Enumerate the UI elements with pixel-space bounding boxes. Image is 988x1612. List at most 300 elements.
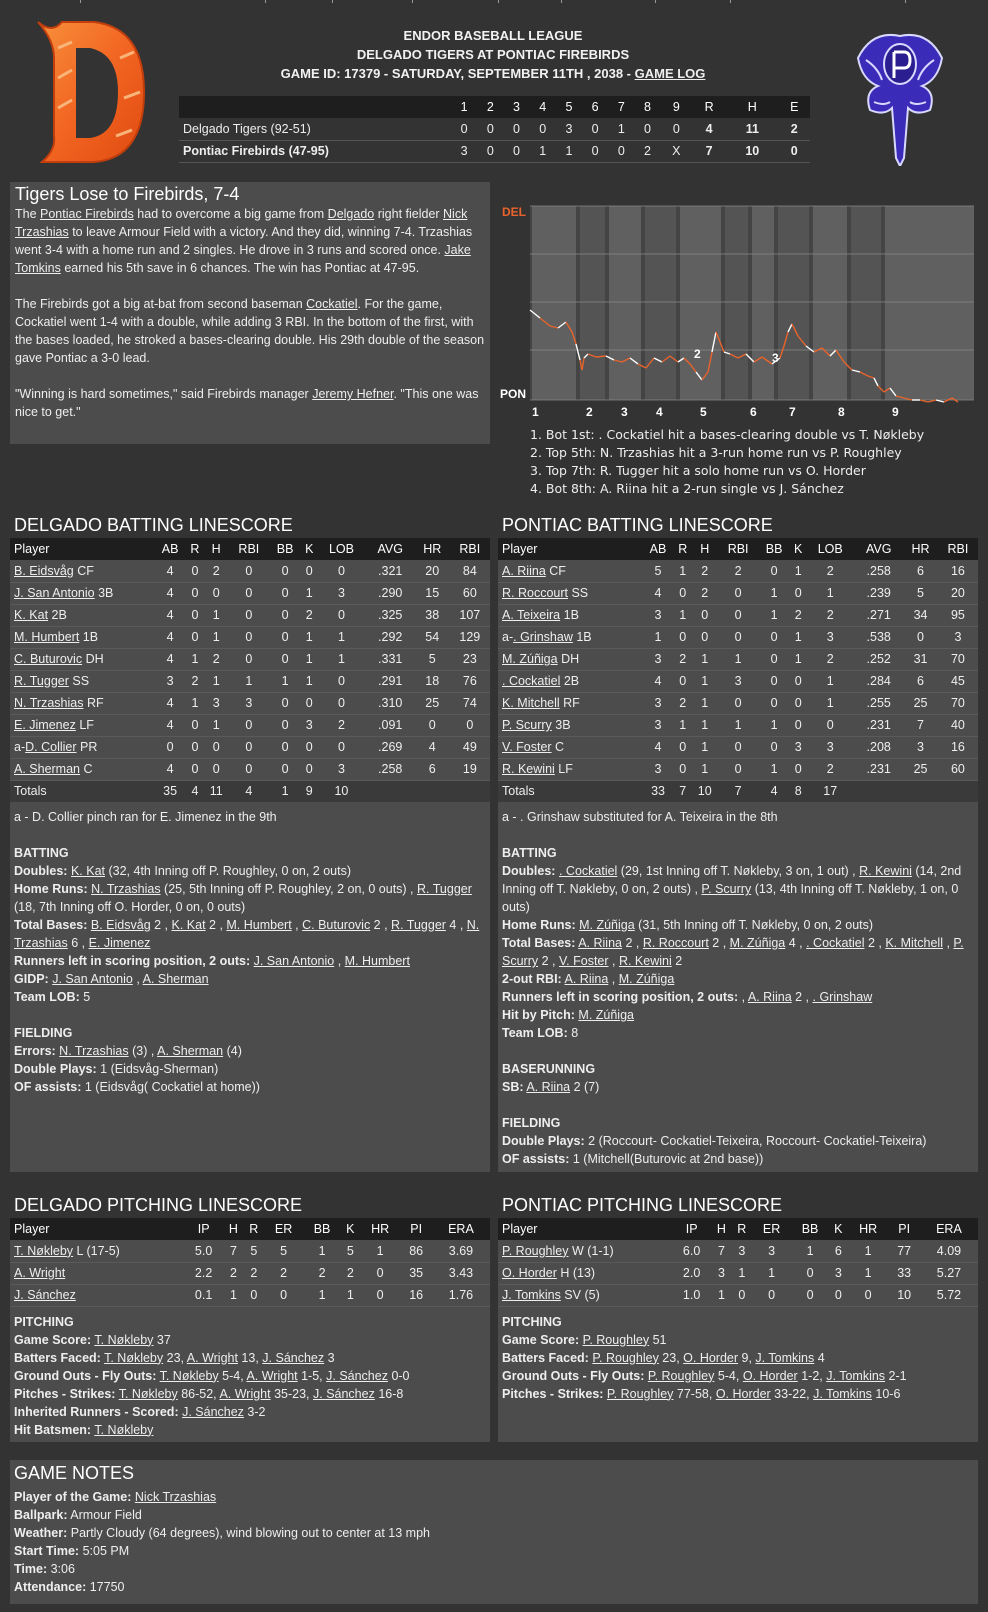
stat-cell: 3 xyxy=(642,648,674,670)
stat-cell: 16 xyxy=(400,1284,431,1306)
stat-cell: 1 xyxy=(642,626,674,648)
stat-cell: 16 xyxy=(938,736,978,758)
player-row xyxy=(498,758,978,780)
player-cell xyxy=(10,692,154,714)
player-link[interactable]: A. Riina xyxy=(526,1080,571,1094)
player-link[interactable]: J. Sánchez xyxy=(182,1404,244,1419)
sub-prefix: a- xyxy=(14,740,26,754)
player-link[interactable]: R. Tugger xyxy=(391,918,446,932)
text-span: 1 (Eidsvåg-Sherman) xyxy=(100,1062,219,1076)
player-link[interactable]: A. Wright xyxy=(219,1386,271,1401)
linescore-cell: 4 xyxy=(692,118,726,140)
stat-cell: 0 xyxy=(269,626,301,648)
player-link[interactable]: R. Kewini xyxy=(618,954,672,968)
stat-cell: 4 xyxy=(154,626,186,648)
stats-header-cell: BB xyxy=(303,1218,341,1240)
totals-cell: 7 xyxy=(674,780,691,802)
stats-header-cell: K xyxy=(829,1218,848,1240)
recap-headline: Tigers Lose to Firebirds, 7-4 xyxy=(15,184,240,204)
linescore-cell: 0 xyxy=(779,140,811,162)
player-cell xyxy=(498,714,642,736)
stat-cell: 0 xyxy=(186,758,203,780)
player-link[interactable]: B. Eidsvåg xyxy=(14,563,74,578)
text-span: 1 (Mitchell(Buturovic at 2nd base)) xyxy=(572,1152,764,1166)
stat-cell: .231 xyxy=(854,758,903,780)
note-key: Pitches - Strikes: xyxy=(502,1386,604,1401)
stat-cell: 1 xyxy=(674,560,691,582)
note-line xyxy=(502,1150,974,1168)
text-span: 2 (Roccourt- Cockatiel-Teixeira, Roccourt- Cockatiel-Teixeira) xyxy=(588,1134,927,1148)
stat-cell: 1 xyxy=(229,670,269,692)
player-link[interactable]: P. Scurry xyxy=(502,936,964,968)
linescore-header-cell: E xyxy=(779,96,811,118)
notes-heading: PITCHING xyxy=(14,1314,74,1329)
stat-cell: 0 xyxy=(790,758,806,780)
player-link[interactable]: V. Foster xyxy=(558,954,609,968)
stat-cell: 0 xyxy=(718,582,758,604)
stats-header-cell: R xyxy=(732,1218,752,1240)
player-link[interactable]: A. Riina xyxy=(578,936,622,950)
stats-header-cell: BB xyxy=(758,538,790,560)
player-row xyxy=(10,692,490,714)
stat-cell: 2 xyxy=(223,1262,243,1284)
linescore-header-cell: H xyxy=(726,96,778,118)
linescore-cell: 0 xyxy=(634,118,660,140)
stat-cell: 1 xyxy=(674,714,691,736)
note-line xyxy=(502,970,974,988)
stat-cell: 5 xyxy=(264,1240,303,1262)
linescore-cell: 7 xyxy=(692,140,726,162)
player-row xyxy=(498,692,978,714)
text-span: 17750 xyxy=(89,1580,125,1594)
stat-cell: 3 xyxy=(790,736,806,758)
stat-cell: 25 xyxy=(903,692,938,714)
stat-cell: 1 xyxy=(848,1262,889,1284)
player-link[interactable]: A. Wright xyxy=(186,1350,238,1365)
stat-cell: 2 xyxy=(674,648,691,670)
player-link[interactable]: M. Zúñiga xyxy=(502,652,558,666)
stat-cell: 40 xyxy=(938,714,978,736)
stat-cell: 107 xyxy=(450,604,490,626)
stat-cell: 0 xyxy=(204,758,229,780)
stat-cell: 0 xyxy=(415,714,450,736)
stats-table xyxy=(498,538,978,802)
player-link[interactable]: D. Collier xyxy=(25,740,77,754)
player-link[interactable]: J. Tomkins xyxy=(813,1386,872,1401)
stat-cell: .252 xyxy=(854,648,903,670)
player-link[interactable]: M. Humbert xyxy=(226,918,292,932)
player-link[interactable]: K. Kat xyxy=(70,864,106,878)
win-probability-chart xyxy=(496,182,978,500)
player-link[interactable]: Jake Tomkins xyxy=(15,243,471,275)
stat-cell: 3 xyxy=(204,692,229,714)
player-row xyxy=(10,1240,490,1262)
text-span: 2 (7) xyxy=(570,1080,600,1094)
sub-prefix: a- xyxy=(502,630,514,644)
player-link[interactable]: K. Mitchell xyxy=(885,936,943,950)
stat-cell: 0 xyxy=(269,736,301,758)
player-link[interactable]: . Grinshaw xyxy=(513,630,573,644)
player-link[interactable]: C. Buturovic xyxy=(14,652,83,666)
stats-header-cell: PI xyxy=(888,1218,919,1240)
text-span: (29, 1st Inning off T. Nøkleby, 3 on, 1 out) , xyxy=(617,864,860,878)
player-cell xyxy=(10,1262,184,1284)
player-link[interactable]: O. Horder xyxy=(715,1386,771,1401)
text-span: 2 , xyxy=(708,936,730,950)
player-position: LF xyxy=(75,718,94,732)
player-link[interactable]: O. Horder xyxy=(683,1350,739,1365)
linescore-header-cell: 9 xyxy=(661,96,692,118)
player-link[interactable]: A. Teixeira xyxy=(502,608,561,622)
player-link[interactable]: P. Roughley xyxy=(592,1350,659,1365)
stat-cell: .258 xyxy=(854,560,903,582)
stat-cell: 3 xyxy=(317,582,365,604)
player-link[interactable]: J. Sánchez xyxy=(14,1288,76,1302)
stat-cell: 77 xyxy=(888,1240,919,1262)
inning-band xyxy=(725,206,748,400)
footnote: a - D. Collier pinch ran for E. Jimenez in the 9th xyxy=(14,810,277,824)
player-link[interactable]: R. Kewini xyxy=(859,864,912,878)
player-cell xyxy=(498,626,642,648)
text-span: 2 xyxy=(671,954,683,968)
player-link[interactable]: N. Trzashias xyxy=(14,918,480,950)
player-link[interactable]: N. Trzashias xyxy=(59,1044,129,1058)
note-line xyxy=(14,1060,486,1078)
stat-cell: 6 xyxy=(903,670,938,692)
stat-cell: 5 xyxy=(642,560,674,582)
player-link[interactable]: J. Sánchez xyxy=(326,1368,388,1383)
note-key: Inherited Runners - Scored: xyxy=(14,1404,179,1419)
player-link[interactable]: C. Buturovic xyxy=(302,918,371,932)
stat-cell: 3 xyxy=(806,736,854,758)
stats-header-cell: K xyxy=(790,538,806,560)
player-cell xyxy=(10,582,154,604)
linescore-header-row xyxy=(179,96,810,118)
delgado-batting-section xyxy=(10,512,490,1172)
stat-cell: 54 xyxy=(415,626,450,648)
player-link[interactable]: Nick Trzashias xyxy=(15,207,468,239)
stat-cell: 1 xyxy=(301,626,317,648)
player-link[interactable]: K. Mitchell xyxy=(502,696,560,710)
player-link[interactable]: . Cockatiel xyxy=(558,864,618,878)
stat-cell: 1 xyxy=(691,714,718,736)
stat-cell: .291 xyxy=(366,670,415,692)
player-cell xyxy=(10,670,154,692)
note-line xyxy=(502,934,974,970)
player-link[interactable]: A. Riina xyxy=(747,990,792,1004)
totals-cell xyxy=(415,780,450,802)
text-span: The xyxy=(15,207,41,221)
linescore-header-cell: 1 xyxy=(451,96,477,118)
player-link[interactable]: J. San Antonio xyxy=(14,586,95,600)
player-link[interactable]: . Cockatiel xyxy=(502,674,561,688)
note-line xyxy=(502,988,974,1006)
stat-cell: 0 xyxy=(229,758,269,780)
player-link[interactable]: E. Jimenez xyxy=(14,718,76,732)
firebirds-logo xyxy=(852,18,948,166)
player-link[interactable]: P. Roughley xyxy=(606,1386,674,1401)
pon-label: PON xyxy=(500,387,527,401)
text-span: right fielder xyxy=(374,207,444,221)
player-link[interactable]: T. Nøkleby xyxy=(94,1332,154,1347)
note-line xyxy=(14,1331,486,1349)
player-link[interactable]: J. Sánchez xyxy=(262,1350,325,1365)
stat-cell: 7 xyxy=(223,1240,243,1262)
stats-header-cell: H xyxy=(711,1218,731,1240)
player-link[interactable]: J. Tomkins xyxy=(755,1350,815,1365)
section-title: PONTIAC BATTING LINESCORE xyxy=(498,512,978,538)
linescore-cell: Pontiac Firebirds (47-95) xyxy=(179,140,451,162)
player-link[interactable]: T. Nøkleby xyxy=(94,1422,154,1437)
player-link[interactable]: T. Nøkleby xyxy=(159,1368,219,1383)
player-link[interactable]: K. Kat xyxy=(14,608,49,622)
stats-header-cell: R xyxy=(244,1218,264,1240)
player-link[interactable]: P. Roughley xyxy=(582,1332,650,1347)
stat-cell: 5 xyxy=(244,1240,264,1262)
linescore-cell: Delgado Tigers (92-51) xyxy=(179,118,451,140)
player-link[interactable]: R. Kewini xyxy=(502,762,555,776)
note-line xyxy=(14,1578,974,1596)
player-link[interactable]: J. San Antonio xyxy=(52,972,133,986)
player-link[interactable]: T. Nøkleby xyxy=(118,1386,178,1401)
player-cell xyxy=(498,758,642,780)
player-row xyxy=(498,582,978,604)
stat-cell: 0 xyxy=(718,736,758,758)
player-link[interactable]: J. San Antonio xyxy=(253,954,335,968)
text-span: 4 , xyxy=(445,918,467,932)
win-prob-note: 3. Top 7th: R. Tugger hit a solo home run vs O. Horder xyxy=(530,463,866,478)
stats-header-cell: RBI xyxy=(450,538,490,560)
player-link[interactable]: R. Tugger xyxy=(417,882,472,896)
note-key: Home Runs: xyxy=(502,918,576,932)
player-link[interactable]: T. Nøkleby xyxy=(104,1350,164,1365)
stat-cell: 0 xyxy=(791,1262,829,1284)
totals-cell: 10 xyxy=(691,780,718,802)
linescore-cell: 2 xyxy=(634,140,660,162)
stat-cell: 3 xyxy=(752,1240,791,1262)
player-link[interactable]: P. Roughley xyxy=(502,1243,569,1258)
player-link[interactable]: O. Horder xyxy=(502,1266,557,1280)
player-link[interactable]: A. Sherman xyxy=(14,762,81,776)
stat-cell: 4 xyxy=(154,604,186,626)
player-link[interactable]: M. Zúñiga xyxy=(618,972,675,986)
player-cell xyxy=(498,604,642,626)
stat-cell: 2 xyxy=(341,1262,360,1284)
player-link[interactable]: M. Zúñiga xyxy=(729,936,786,950)
player-link[interactable]: K. Kat xyxy=(171,918,206,932)
note-key: Runners left in scoring position, 2 outs: xyxy=(14,954,251,968)
stat-cell: 31 xyxy=(903,648,938,670)
player-link[interactable]: A. Wright xyxy=(14,1266,66,1280)
text-span: 33-22, xyxy=(770,1386,814,1401)
player-link[interactable]: Nick Trzashias xyxy=(134,1490,217,1504)
stat-cell: .231 xyxy=(854,714,903,736)
text-span: 2 , xyxy=(791,990,813,1004)
stats-header-cell: IP xyxy=(184,1218,223,1240)
player-link[interactable]: P. Roughley xyxy=(647,1368,715,1383)
stat-cell: 3 xyxy=(154,670,186,692)
note-key: Double Plays: xyxy=(14,1062,97,1076)
player-position: 1B xyxy=(79,630,99,644)
note-line xyxy=(502,1367,974,1385)
text-span: 8 xyxy=(571,1026,579,1040)
player-link[interactable]: A. Sherman xyxy=(142,972,209,986)
note-key: 2-out RBI: xyxy=(502,972,562,986)
player-link[interactable]: R. Roccourt xyxy=(642,936,709,950)
player-link[interactable]: R. Roccourt xyxy=(502,586,568,600)
stats-header-cell: LOB xyxy=(317,538,365,560)
stat-cell: 7 xyxy=(903,714,938,736)
player-link[interactable]: T. Nøkleby xyxy=(14,1243,74,1258)
stats-header-cell: H xyxy=(223,1218,243,1240)
notes-heading: FIELDING xyxy=(502,1116,561,1130)
player-link[interactable]: A. Riina xyxy=(502,563,546,578)
stat-cell: 0 xyxy=(269,560,301,582)
stat-cell: 3 xyxy=(642,604,674,626)
stats-header-cell: IP xyxy=(672,1218,711,1240)
player-link[interactable]: J. Tomkins xyxy=(502,1288,561,1302)
event-marker: 3 xyxy=(772,351,779,365)
player-link[interactable]: Delgado xyxy=(327,207,375,221)
player-link[interactable]: Jeremy Hefner xyxy=(312,387,394,401)
linescore-cell: 0 xyxy=(503,118,529,140)
player-row xyxy=(10,758,490,780)
player-link[interactable]: B. Eidsvåg xyxy=(90,918,151,932)
player-link[interactable]: E. Jimenez xyxy=(88,936,151,950)
player-link[interactable]: A. Wright xyxy=(246,1368,298,1383)
note-line xyxy=(502,1349,974,1367)
text-span: 16-8 xyxy=(374,1386,404,1401)
player-link[interactable]: M. Humbert xyxy=(344,954,410,968)
player-link[interactable]: N. Trzashias xyxy=(14,696,84,710)
stat-cell: 2 xyxy=(186,670,203,692)
note-line xyxy=(14,862,486,880)
player-link[interactable]: P. Scurry xyxy=(701,882,752,896)
note-line xyxy=(14,880,486,916)
note-key: GIDP: xyxy=(14,972,49,986)
stat-cell: 0 xyxy=(674,736,691,758)
player-link[interactable]: M. Zúñiga xyxy=(578,1008,634,1022)
note-key: OF assists: xyxy=(14,1080,82,1094)
text-span: 1-5, xyxy=(297,1368,327,1383)
linescore-cell: 0 xyxy=(582,140,608,162)
text-span: 2 , xyxy=(370,918,392,932)
player-link[interactable]: M. Zúñiga xyxy=(579,918,635,932)
stat-cell: 1 xyxy=(317,648,365,670)
stat-cell: .091 xyxy=(366,714,415,736)
stat-cell: 2 xyxy=(204,560,229,582)
stat-cell: 4 xyxy=(154,582,186,604)
stat-cell: 3.43 xyxy=(432,1262,490,1284)
player-link[interactable]: J. Tomkins xyxy=(826,1368,886,1383)
stat-cell: 2 xyxy=(317,714,365,736)
player-link[interactable]: . Cockatiel xyxy=(806,936,865,950)
stat-cell: 1 xyxy=(732,1262,752,1284)
linescore-table xyxy=(179,96,810,163)
player-link[interactable]: N. Trzashias xyxy=(91,882,161,896)
text-span: , xyxy=(942,936,954,950)
player-link[interactable]: Cockatiel xyxy=(306,297,358,311)
stat-cell: 1 xyxy=(718,714,758,736)
matchup-title: DELGADO TIGERS AT PONTIAC FIREBIRDS xyxy=(356,47,630,62)
note-key: Start Time: xyxy=(14,1544,80,1558)
stats-header-cell: Player xyxy=(10,1218,184,1240)
note-line xyxy=(14,1560,974,1578)
player-link[interactable]: O. Horder xyxy=(742,1368,798,1383)
text-span: 9, xyxy=(738,1350,756,1365)
player-row xyxy=(498,604,978,626)
player-link[interactable]: V. Foster xyxy=(502,740,552,754)
text-span: 3 xyxy=(324,1350,335,1365)
stat-cell: 0 xyxy=(229,560,269,582)
linescore-cell: 1 xyxy=(530,140,556,162)
inning-label: 5 xyxy=(700,405,707,419)
stat-cell: 0 xyxy=(360,1284,401,1306)
text-span: (3) , xyxy=(128,1044,158,1058)
note-key: Batters Faced: xyxy=(14,1350,101,1365)
stat-cell: 0 xyxy=(186,736,203,758)
stat-cell: 1 xyxy=(223,1284,243,1306)
inning-band xyxy=(580,206,605,400)
player-link[interactable]: A. Sherman xyxy=(157,1044,224,1058)
stat-cell: 0 xyxy=(758,692,790,714)
player-link[interactable]: J. Sánchez xyxy=(313,1386,375,1401)
linescore-cell: 1 xyxy=(556,140,582,162)
text-span: (32, 4th Inning off P. Roughley, 0 on, 2 outs) xyxy=(105,864,352,878)
stat-cell: 4 xyxy=(642,736,674,758)
stat-cell: 70 xyxy=(938,692,978,714)
win-probability-notes xyxy=(530,426,924,498)
player-link[interactable]: M. Humbert xyxy=(14,630,80,644)
stat-cell: 1 xyxy=(790,560,806,582)
stat-cell: 1 xyxy=(691,670,718,692)
stats-header-cell: AVG xyxy=(854,538,903,560)
text-span: 2 , xyxy=(621,936,643,950)
inning-label: 9 xyxy=(892,405,899,419)
stats-header-cell: K xyxy=(301,538,317,560)
player-link[interactable]: P. Scurry xyxy=(502,718,552,732)
stat-cell: 5.72 xyxy=(920,1284,978,1306)
text-span: 2-1 xyxy=(885,1368,907,1383)
recap-paragraph xyxy=(15,295,485,367)
player-link[interactable]: A. Riina xyxy=(564,972,609,986)
player-link[interactable]: Pontiac Firebirds xyxy=(40,207,134,221)
totals-cell: Totals xyxy=(10,780,154,802)
player-position: 2B xyxy=(560,674,580,688)
stats-header-cell: ERA xyxy=(432,1218,490,1240)
note-line xyxy=(14,916,486,952)
stat-cell: 0 xyxy=(269,648,301,670)
inning-band xyxy=(645,206,676,400)
note-line xyxy=(14,1506,974,1524)
stat-cell: 1 xyxy=(204,670,229,692)
stat-cell: 1 xyxy=(691,648,718,670)
stat-cell: 1 xyxy=(806,692,854,714)
stat-cell: 25 xyxy=(415,692,450,714)
stat-cell: 1 xyxy=(758,758,790,780)
linescore-cell: 0 xyxy=(503,140,529,162)
section-title: PONTIAC PITCHING LINESCORE xyxy=(498,1192,978,1218)
section-title: GAME NOTES xyxy=(10,1460,978,1486)
game-log-link[interactable]: GAME LOG xyxy=(634,66,706,81)
text-span: 35-23, xyxy=(270,1386,313,1401)
player-link[interactable]: . Grinshaw xyxy=(812,990,873,1004)
note-line xyxy=(14,1349,486,1367)
stat-cell: 0 xyxy=(790,670,806,692)
player-link[interactable]: R. Tugger xyxy=(14,674,69,688)
note-key: Runners left in scoring position, 2 outs: xyxy=(502,990,739,1004)
totals-cell: 35 xyxy=(154,780,186,802)
